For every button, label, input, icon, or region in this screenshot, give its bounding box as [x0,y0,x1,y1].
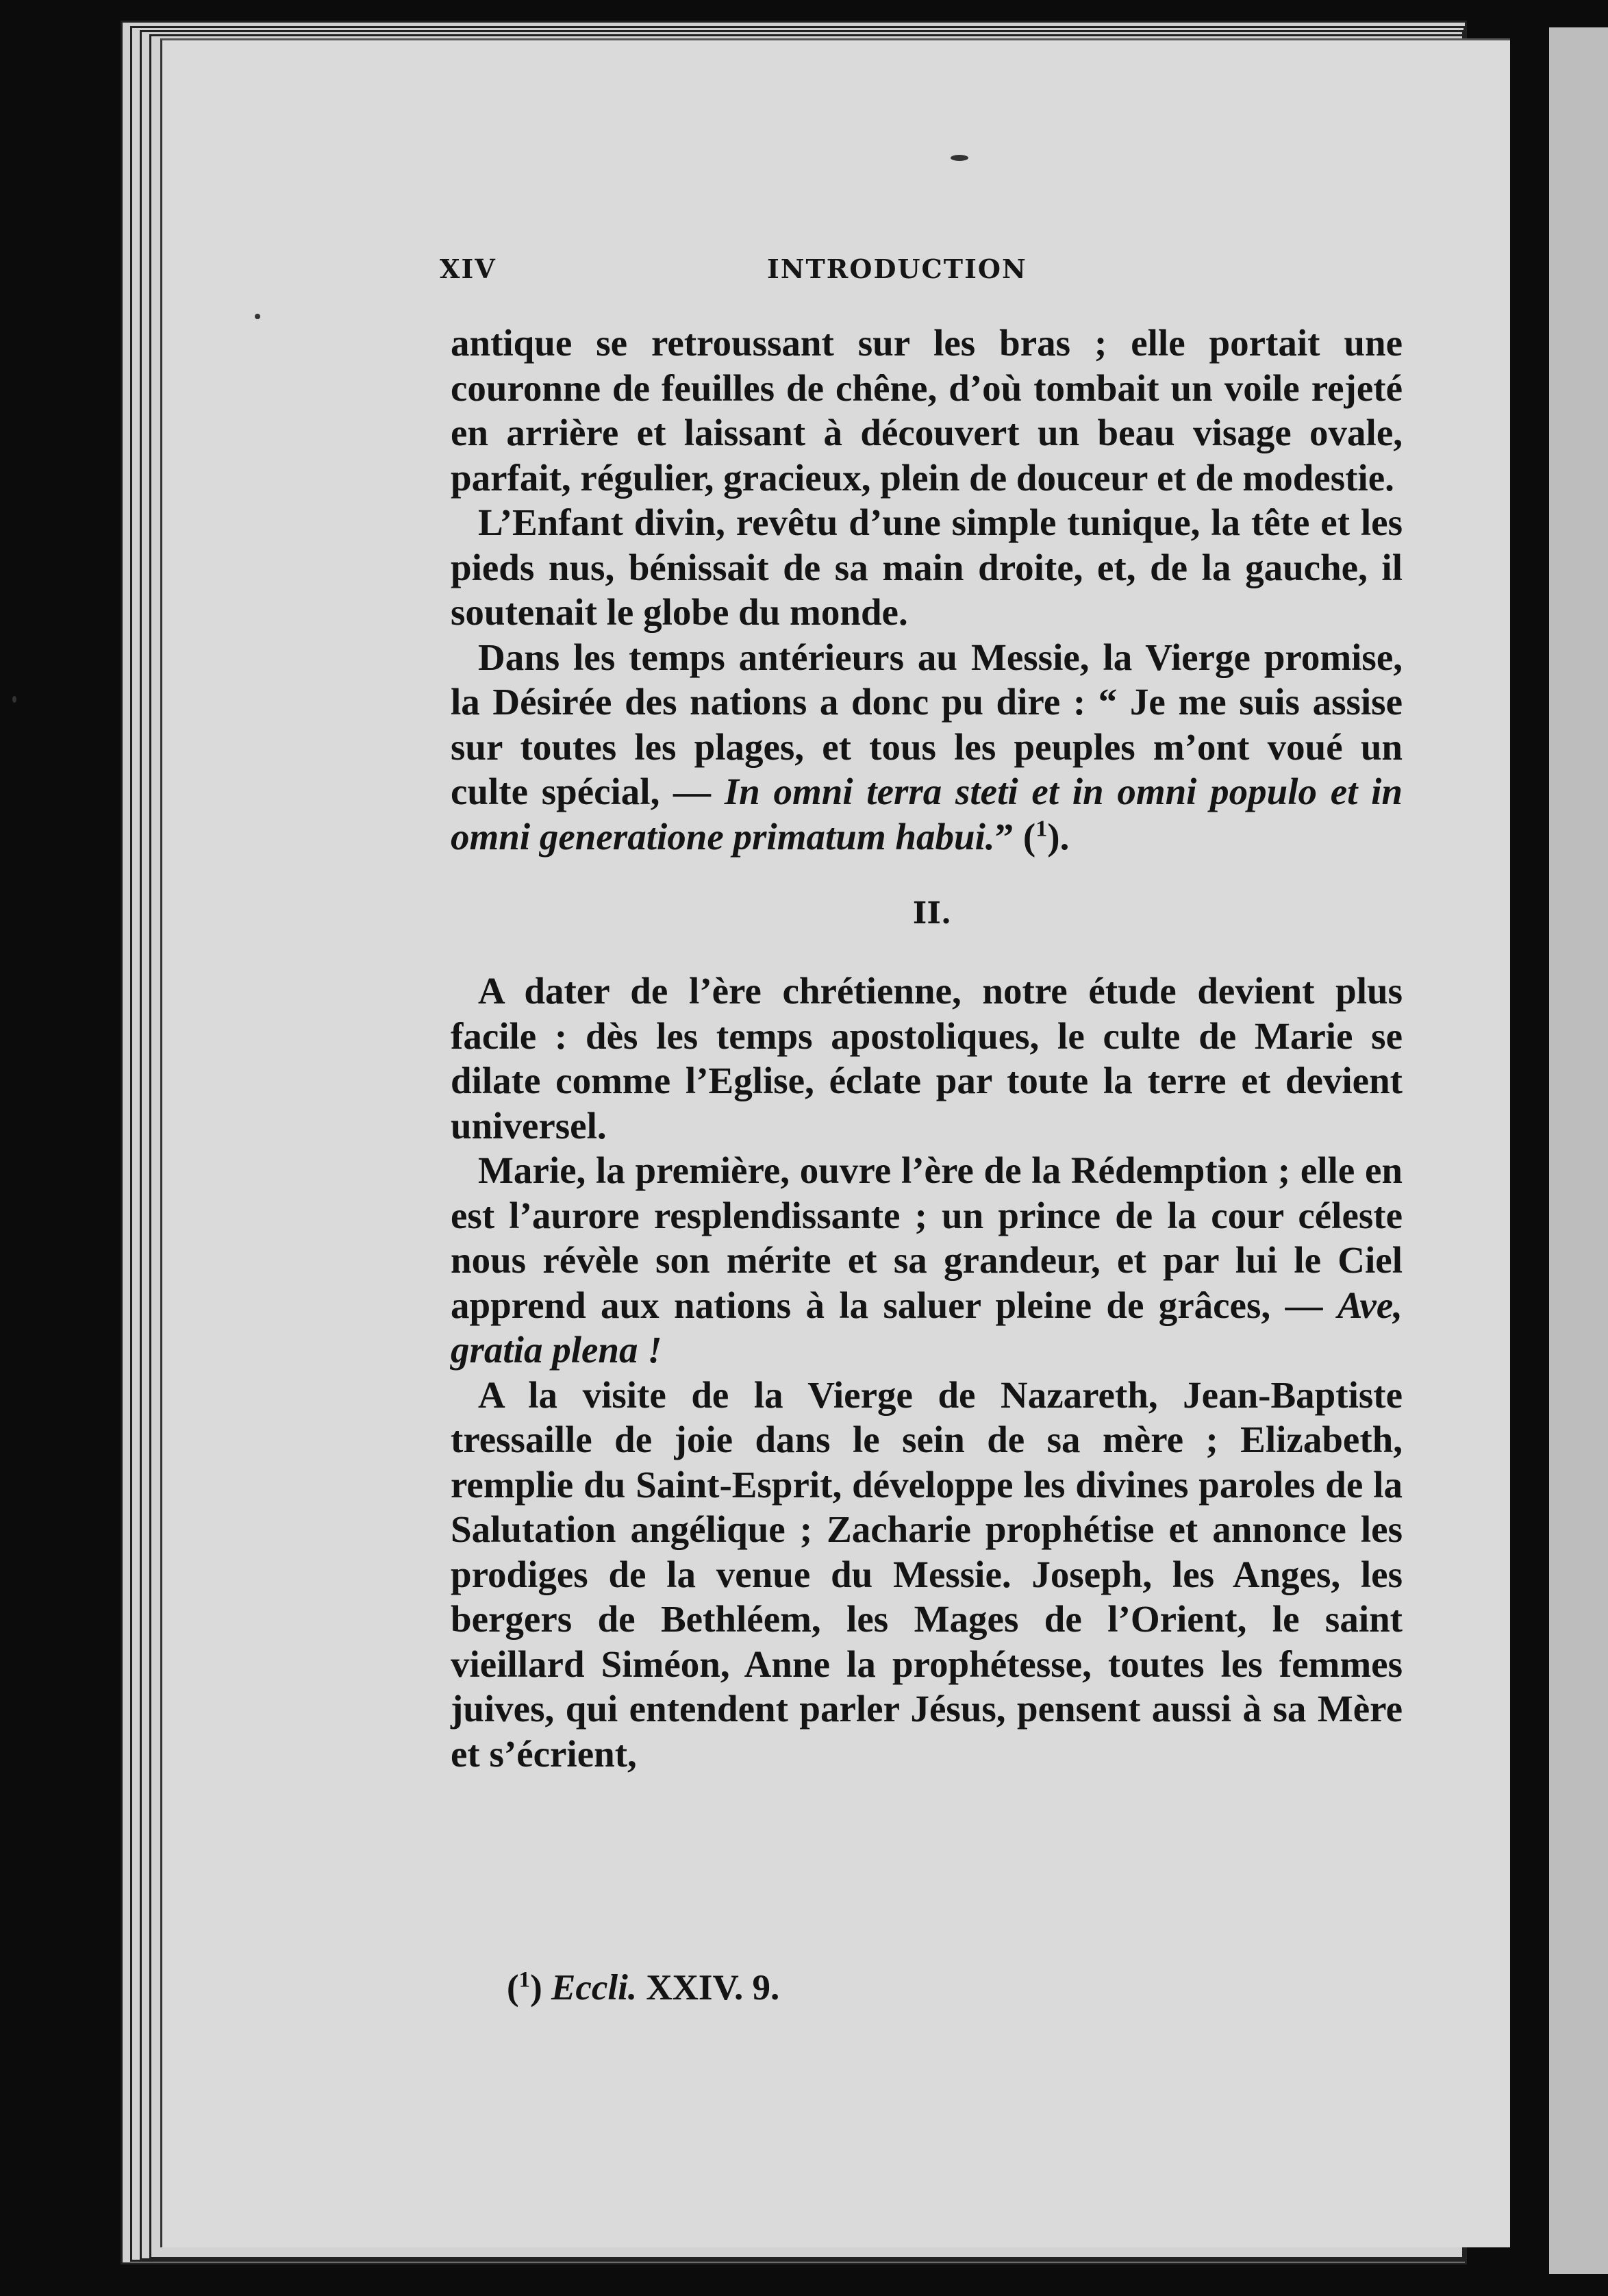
footnote: ($^1$) Eccli. XXIV. 9. [507,1967,780,2008]
paragraph: Dans les temps antérieurs au Messie, la Vierge promise, la Désirée des nations a donc pu dire : “ Je me suis assise sur toutes les plages, et tous les peuples m’ont voué un culte spécial, — In omni terra steti et in omni populo et in omni generatione primatum habui.” ($^1$). [451,636,1403,858]
book-gutter [1504,21,1549,2274]
paragraph [451,1148,1403,1373]
facing-page-edge [1549,27,1608,2274]
footnote-reference: 1 [1035,816,1048,842]
paragraph: A dater de l’ère chrétienne, notre étude devient plus facile : dès les temps apostoliques, le culte de Marie se dilate comme l’Eglise, éclate par toute la terre et devient universel. [451,970,1403,1147]
ink-speck [255,314,260,319]
latin-quotation: Ave, gratia plena ! [451,1284,1403,1371]
footnote-reference-text: XXIV. 9. [646,1968,780,2008]
ink-speck [12,696,16,703]
running-header [440,253,1412,295]
section-number: II. [912,896,952,931]
running-title: INTRODUCTION [767,253,1027,284]
paragraph-text: Marie, la première, ouvre l’ère de la Rédemption ; elle en est l’aurore resplendissante ; un prince de la cour céleste nous révèle son mérite et sa grandeur, et par lui le Ciel apprend aux nations à la saluer pleine de grâces, — [451,1149,1403,1326]
latin-quotation: In omni terra steti et in omni populo et in omni generatione primatum habui. [451,771,1403,858]
paragraph: antique se retroussant sur les bras ; elle portait une couronne de feuilles de chêne, d’où tombait un voile rejeté en arrière et laissant à découvert un beau visage ovale, parfait, régulier, gracieux, plein de douceur et de modestie. [451,322,1403,499]
paragraph: A la visite de la Vierge de Nazareth, Jean-Baptiste tressaille de joie dans le sein de sa mère ; Elizabeth, remplie du Saint-Esprit, développe les divines paroles de la Salutation angélique ; Zacharie prophétise et annonce les prodiges de la venue du Messie. Joseph, les Anges, les bergers de Bethléem, les Mages de l’Orient, le saint vieillard Siméon, Anne la prophétesse, toutes les femmes juives, qui entendent parler Jésus, pensent aussi à sa Mère et s’écrient, [451,1373,1403,1775]
ink-speck [951,155,968,161]
paragraph: L’Enfant divin, revêtu d’une simple tunique, la tête et les pieds nus, bénissait de sa main droite, et, de la gauche, il soutenait le globe du monde. [451,501,1403,633]
paragraph-end: . [1059,815,1070,858]
footnote-marker: 1 [518,1967,531,1993]
closing-quote: ” [994,815,1014,858]
page-folio: XIV [440,253,497,284]
body-text [451,321,1403,1776]
footnote-source: Eccli. [551,1968,638,2008]
paragraph-text: Dans les temps antérieurs au Messie, la Vierge promise, la Désirée des nations a donc pu dire : “ Je me suis assise sur toutes les plages, et tous les peuples m’ont voué un culte spécial, — [451,636,1403,812]
